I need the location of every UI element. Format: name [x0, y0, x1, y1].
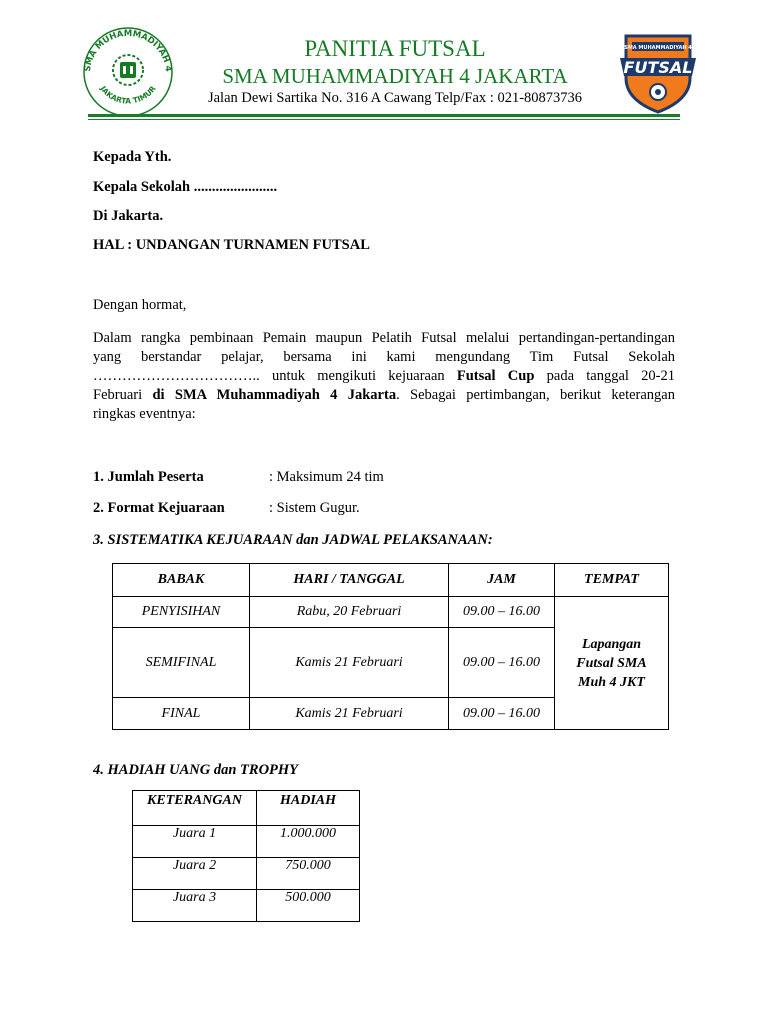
schedule-heading: 3. SISTEMATIKA KEJUARAAN dan JADWAL PELAKSANAAN: — [93, 532, 493, 548]
body-line: Februari di SMA Muhammadiyah 4 Jakarta. Sebagai pertimbangan, berikut keterangan — [93, 387, 675, 403]
letter-subject: HAL : UNDANGAN TURNAMEN FUTSAL — [93, 237, 370, 253]
venue-cell: Lapangan Futsal SMA Muh 4 JKT — [555, 597, 669, 730]
cell: SEMIFINAL — [113, 628, 250, 698]
cell: 09.00 – 16.00 — [449, 597, 555, 628]
cell: Juara 3 — [133, 890, 257, 922]
recipient-salutation: Kepada Yth. — [93, 149, 172, 165]
item-format-value: : Sistem Gugur. — [269, 500, 360, 516]
header-rule-thick — [88, 114, 680, 117]
table-header-row — [113, 564, 669, 597]
col-header: TEMPAT — [555, 564, 669, 597]
committee-title: PANITIA FUTSAL — [304, 36, 486, 61]
col-header: KETERANGAN — [133, 791, 257, 826]
table-header-row — [133, 791, 360, 826]
header-rule-thin — [88, 119, 680, 120]
body-line: yang berstandar pelajar, bersama ini kami mengundang Tim Futsal Sekolah — [93, 349, 675, 365]
col-header: HADIAH — [257, 791, 360, 826]
item-format-label: 2. Format Kejuaraan — [93, 500, 225, 516]
table-row — [133, 858, 360, 890]
prize-table — [132, 790, 360, 922]
cell: Rabu, 20 Februari — [250, 597, 449, 628]
cell: Kamis 21 Februari — [250, 698, 449, 730]
cell: PENYISIHAN — [113, 597, 250, 628]
item-participants-value: : Maksimum 24 tim — [269, 469, 384, 485]
cell: Kamis 21 Februari — [250, 628, 449, 698]
prize-heading: 4. HADIAH UANG dan TROPHY — [93, 762, 299, 778]
col-header: BABAK — [113, 564, 250, 597]
item-participants-label: 1. Jumlah Peserta — [93, 469, 204, 485]
school-name: SMA MUHAMMADIYAH 4 JAKARTA — [222, 64, 568, 88]
body-paragraph — [93, 329, 675, 424]
body-line: ringkas eventnya: — [93, 406, 196, 422]
col-header: JAM — [449, 564, 555, 597]
cell: 1.000.000 — [257, 826, 360, 858]
cell: 09.00 – 16.00 — [449, 628, 555, 698]
cell: Juara 2 — [133, 858, 257, 890]
cell: 09.00 – 16.00 — [449, 698, 555, 730]
cell: Juara 1 — [133, 826, 257, 858]
table-row — [113, 597, 669, 628]
svg-text:JAKARTA TIMUR: JAKARTA TIMUR — [98, 84, 158, 106]
svg-text:SMA MUHAMMADIYAH 4: SMA MUHAMMADIYAH 4 — [82, 29, 173, 73]
body-line: Dalam rangka pembinaan Pemain maupun Pelatih Futsal melalui pertandingan-pertandingan — [93, 330, 675, 346]
greeting: Dengan hormat, — [93, 297, 187, 313]
table-row — [133, 890, 360, 922]
event-location: di SMA Muhammadiyah 4 Jakarta — [152, 387, 397, 403]
event-name: Futsal Cup — [456, 368, 535, 384]
cell: 500.000 — [257, 890, 360, 922]
recipient-city: Di Jakarta. — [93, 208, 164, 224]
col-header: HARI / TANGGAL — [250, 564, 449, 597]
svg-text:FUTSAL: FUTSAL — [623, 58, 693, 77]
schedule-table — [112, 563, 669, 730]
cell: 750.000 — [257, 858, 360, 890]
cell: FINAL — [113, 698, 250, 730]
school-address: Jalan Dewi Sartika No. 316 A Cawang Telp/Fax : 021-80873736 — [207, 90, 583, 106]
body-line: …………………………….. untuk mengikuti kejuaraan Futsal Cup pada tanggal 20-21 — [93, 368, 676, 384]
recipient-title: Kepala Sekolah ....................... — [93, 179, 278, 195]
svg-text:SMA MUHAMMADIYAH 4: SMA MUHAMMADIYAH 4 — [624, 45, 692, 51]
table-row — [133, 826, 360, 858]
